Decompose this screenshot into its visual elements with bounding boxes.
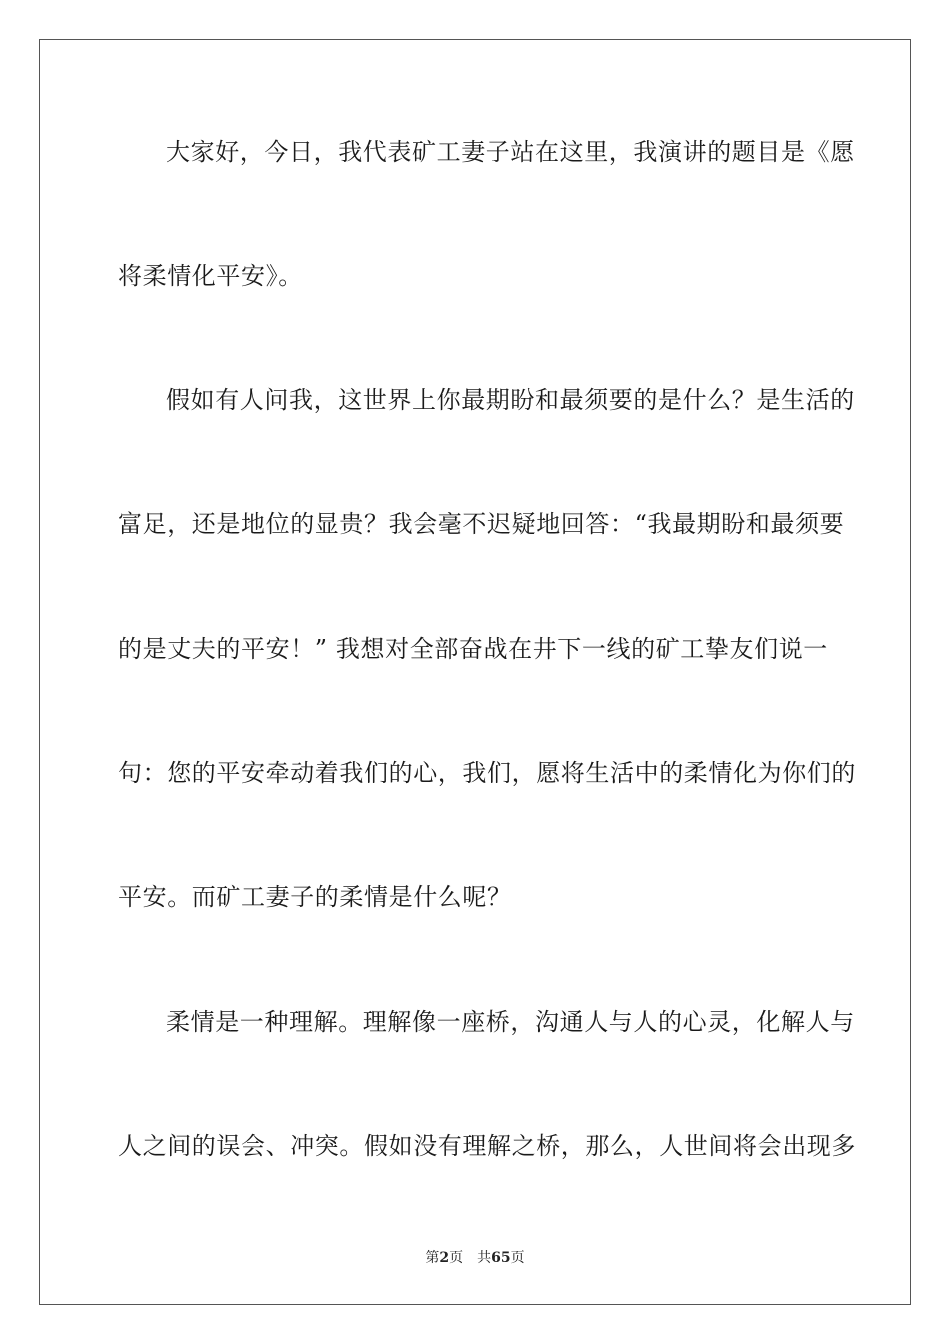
total-label-prefix: 共 xyxy=(477,1250,492,1266)
paragraph-line: 人之间的误会、冲突。假如没有理解之桥，那么，人世间将会出现多 xyxy=(118,1132,856,1160)
paragraph-line: 句：您的平安牵动着我们的心，我们，愿将生活中的柔情化为你们的 xyxy=(118,759,856,787)
paragraph-line: 的是丈夫的平安！” 我想对全部奋战在井下一线的矿工挚友们说一 xyxy=(118,635,828,663)
page-border xyxy=(39,39,911,1305)
paragraph-line: 平安。而矿工妻子的柔情是什么呢？ xyxy=(118,883,512,911)
page-footer xyxy=(0,1248,950,1268)
total-label-suffix: 页 xyxy=(510,1250,525,1266)
paragraph-line: 大家好，今日，我代表矿工妻子站在这里，我演讲的题目是《愿 xyxy=(166,138,855,166)
paragraph-line: 柔情是一种理解。理解像一座桥，沟通人与人的心灵，化解人与 xyxy=(166,1008,855,1036)
paragraph-line: 将柔情化平安》。 xyxy=(118,262,303,290)
paragraph-line: 富足，还是地位的显贵？我会毫不迟疑地回答：“我最期盼和最须要 xyxy=(118,510,845,538)
page-label-suffix: 页 xyxy=(449,1250,464,1266)
paragraph-line: 假如有人问我，这世界上你最期盼和最须要的是什么？是生活的 xyxy=(166,386,855,414)
total-page-count: 65 xyxy=(491,1250,511,1266)
page-label-prefix: 第 xyxy=(425,1250,440,1266)
current-page-number: 2 xyxy=(439,1250,450,1266)
